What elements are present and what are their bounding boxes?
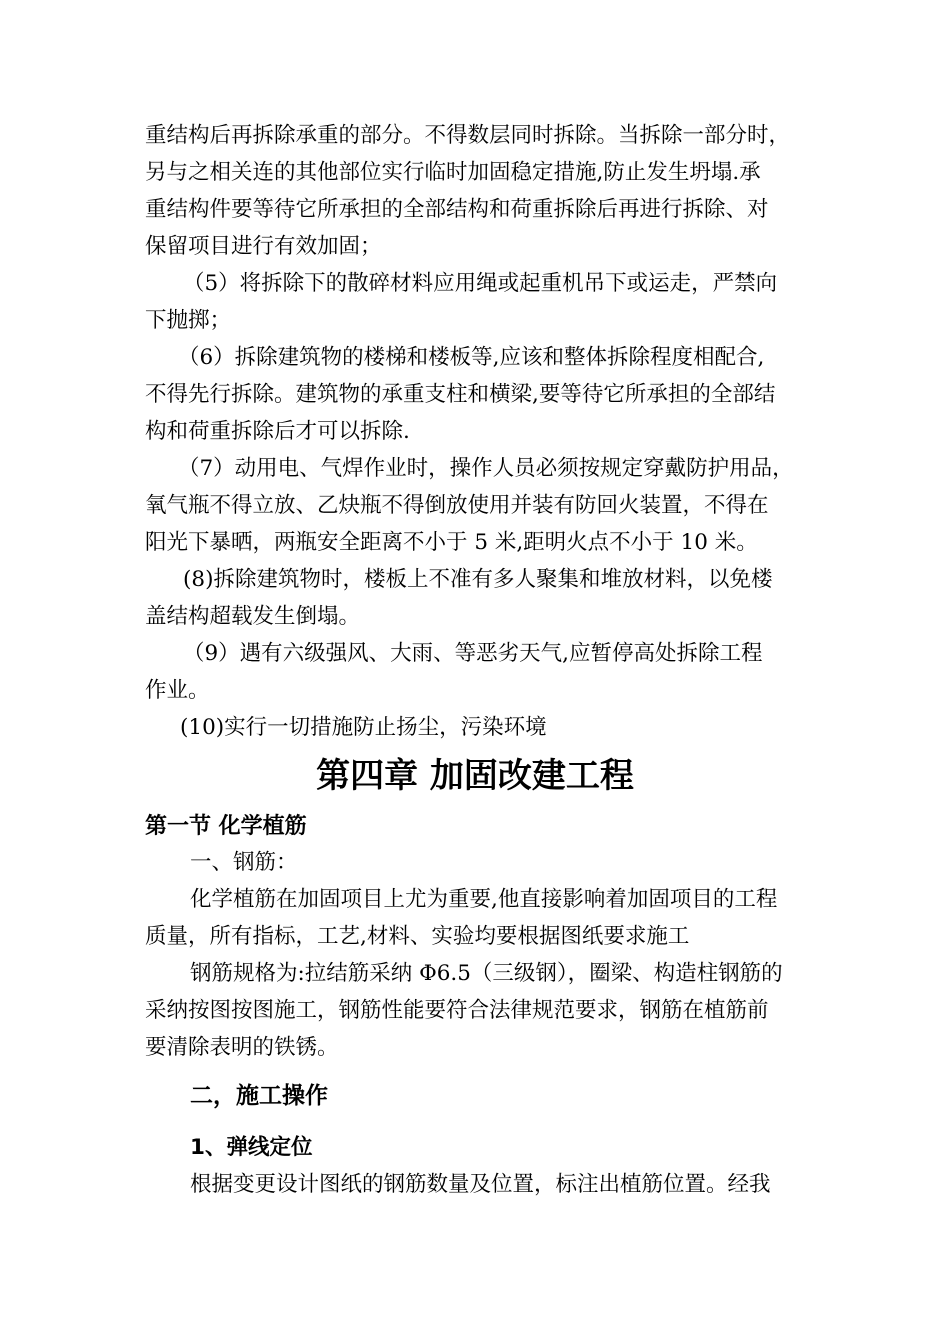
body-line: 另与之相关连的其他部位实行临时加固稳定措施,防止发生坍塌.承 <box>145 160 761 185</box>
body-line: 阳光下暴晒，两瓶安全距离不小于 5 米,距明火点不小于 10 米。 <box>145 530 758 555</box>
body-line: 盖结构超载发生倒塌。 <box>145 604 361 629</box>
body-line: 采纳按图按图施工，钢筋性能要符合法律规范要求，钢筋在植筋前 <box>145 998 769 1023</box>
body-line: 保留项目进行有效加固； <box>145 234 382 259</box>
body-line: 钢筋规格为:拉结筋采纳 Φ6.5（三级钢），圈梁、构造柱钢筋的 <box>190 961 783 986</box>
subsection-heading: 二，施工操作 <box>190 1083 328 1109</box>
list-item-10: (10)实行一切措施防止扬尘，污染环境 <box>180 715 547 740</box>
list-item-6: （6）拆除建筑物的楼梯和楼板等,应该和整体拆除程度相配合, <box>178 345 765 370</box>
list-item-9: （9）遇有六级强风、大雨、等恶劣天气,应暂停高处拆除工程 <box>183 641 763 666</box>
body-line: 质量，所有指标，工艺,材料、实验均要根据图纸要求施工 <box>145 924 690 949</box>
chapter-title: 第四章 加固改建工程 <box>316 756 634 796</box>
item-heading: 1、弹线定位 <box>190 1135 313 1160</box>
body-line: 重结构后再拆除承重的部分。不得数层同时拆除。当拆除一部分时， <box>145 123 791 148</box>
list-item-5: （5）将拆除下的散碎材料应用绳或起重机吊下或运走，严禁向 <box>183 271 778 296</box>
body-line: 构和荷重拆除后才可以拆除. <box>145 419 410 444</box>
body-line: 作业。 <box>145 678 210 703</box>
body-line: 根据变更设计图纸的钢筋数量及位置，标注出植筋位置。经我 <box>190 1172 771 1197</box>
body-line: 氧气瓶不得立放、乙炔瓶不得倒放使用并装有防回火装置，不得在 <box>145 493 769 518</box>
list-item-8: (8)拆除建筑物时，楼板上不准有多人聚集和堆放材料，以免楼 <box>183 567 773 592</box>
body-line: 下抛掷； <box>145 308 232 333</box>
body-line: 化学植筋在加固项目上尤为重要,他直接影响着加固项目的工程 <box>190 887 778 912</box>
subsection-label: 一、钢筋： <box>190 850 298 875</box>
section-title: 第一节 化学植筋 <box>145 814 307 839</box>
body-line: 要清除表明的铁锈。 <box>145 1035 339 1060</box>
list-item-7: （7）动用电、气焊作业时，操作人员必须按规定穿戴防护用品， <box>178 456 794 481</box>
body-line: 不得先行拆除。建筑物的承重支柱和横梁,要等待它所承担的全部结 <box>145 382 776 407</box>
body-line: 重结构件要等待它所承担的全部结构和荷重拆除后再进行拆除、对 <box>145 197 769 222</box>
